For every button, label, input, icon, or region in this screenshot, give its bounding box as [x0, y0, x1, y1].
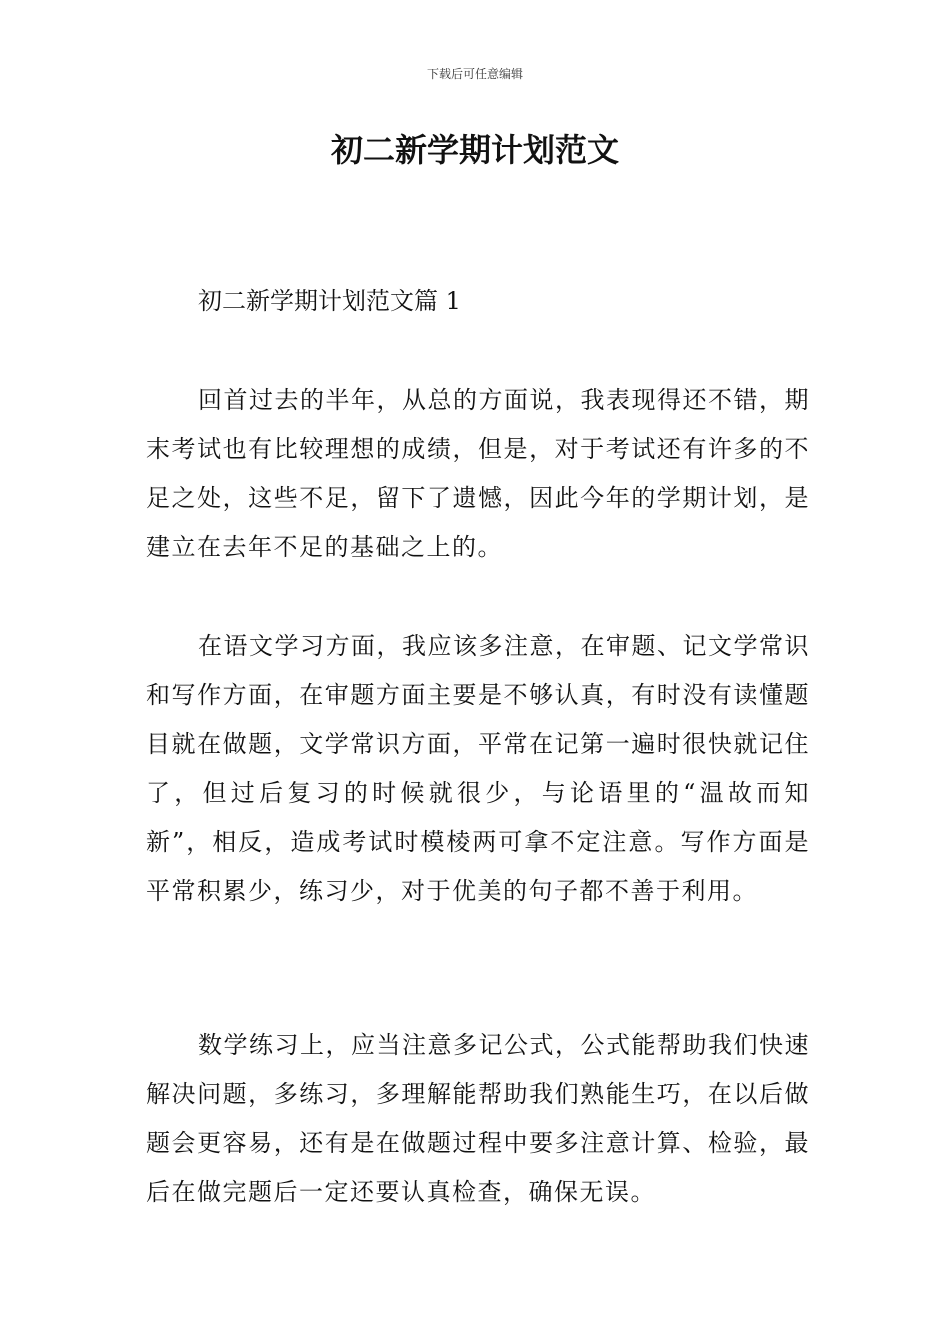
- section-heading: 初二新学期计划范文篇 1: [198, 287, 461, 315]
- paragraph-chinese-study: 在语文学习方面，我应该多注意，在审题、记文学常识和写作方面，在审题方面主要是不够认真，有时没有读懂题目就在做题，文学常识方面，平常在记第一遍时很快就记住了，但过后复习的时候就很少，与论语里的“温故而知新”，相反，造成考试时模棱两可拿不定注意。写作方面是平常积累少，练习少，对于优美的句子都不善于利用。: [146, 632, 810, 905]
- paragraph-math-study: 数学练习上，应当注意多记公式，公式能帮助我们快速解决问题，多练习，多理解能帮助我们熟能生巧，在以后做题会更容易，还有是在做题过程中要多注意计算、检验，最后在做完题后一定还要认真检查，确保无误。: [146, 1031, 810, 1206]
- header-note: 下载后可任意编辑: [426, 67, 523, 81]
- paragraph-review: 回首过去的半年，从总的方面说，我表现得还不错，期末考试也有比较理想的成绩，但是，对于考试还有许多的不足之处，这些不足，留下了遗憾，因此今年的学期计划，是建立在去年不足的基础之上的。: [146, 386, 810, 561]
- document-title: 初二新学期计划范文: [330, 131, 619, 169]
